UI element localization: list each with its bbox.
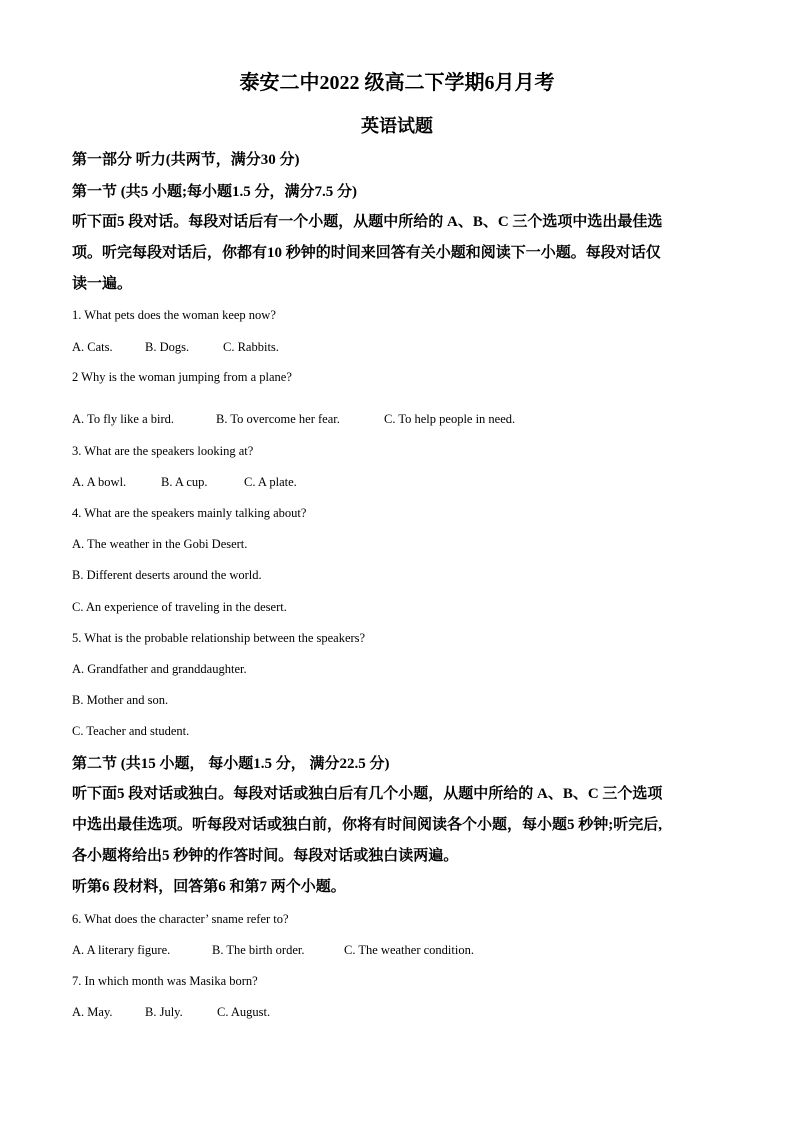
instruction-line: 项。听完每段对话后，你都有10 秒钟的时间来回答有关小题和阅读下一小题。每段对话仅 (72, 245, 661, 261)
option-a: A. To fly like a bird. (72, 412, 175, 426)
option-b: B. The birth order. (212, 943, 305, 957)
instruction-line: 各小题将给出5 秒钟的作答时间。每段对话或独白读两遍。 (72, 848, 459, 864)
option-a: A. A bowl. (72, 475, 127, 489)
option-b: B. Dogs. (145, 340, 190, 354)
option-a: A. A literary figure. (72, 943, 171, 957)
option-c: C. To help people in need. (384, 412, 516, 426)
section1-instructions (72, 207, 722, 300)
option-b: B. July. (145, 1005, 183, 1019)
instruction-line: 听下面5 段对话或独白。每段对话或独白后有几个小题，从题中所给的 A、B、C 三个选项 (72, 786, 663, 802)
exam-subtitle: 英语试题 (361, 116, 433, 136)
question-4-option-b: B. Different deserts around the world. (72, 568, 262, 582)
option-c: C. The weather condition. (344, 943, 474, 957)
question-4-option-c: C. An experience of traveling in the desert. (72, 600, 287, 614)
question-7-options (72, 1004, 722, 1020)
section2-instructions (72, 779, 722, 872)
instruction-line: 读一遍。 (72, 276, 133, 292)
option-b: B. A cup. (161, 475, 208, 489)
part1-heading: 第一部分 听力(共两节，满分30 分) (72, 152, 300, 168)
question-3-stem: 3. What are the speakers looking at? (72, 444, 254, 458)
question-6-stem: 6. What does the character’ sname refer to? (72, 912, 289, 926)
option-c: C. August. (217, 1005, 271, 1019)
option-b: B. To overcome her fear. (216, 412, 340, 426)
question-3-options (72, 474, 722, 490)
question-5-stem: 5. What is the probable relationship between the speakers? (72, 631, 366, 645)
option-c: C. A plate. (244, 475, 297, 489)
question-2-stem: 2 Why is the woman jumping from a plane? (72, 370, 292, 384)
question-1-stem: 1. What pets does the woman keep now? (72, 308, 276, 322)
question-5-option-b: B. Mother and son. (72, 693, 169, 707)
option-c: C. Rabbits. (223, 340, 279, 354)
option-a: A. May. (72, 1005, 113, 1019)
material-note: 听第6 段材料，回答第6 和第7 两个小题。 (72, 879, 346, 895)
question-1-options (72, 339, 722, 355)
question-4-option-a: A. The weather in the Gobi Desert. (72, 537, 248, 551)
section1-heading: 第一节 (共5 小题;每小题1.5 分，满分7.5 分) (72, 184, 357, 200)
question-6-options (72, 942, 722, 958)
question-2-options (72, 411, 722, 427)
exam-title: 泰安二中2022 级高二下学期6月月考 (239, 72, 555, 94)
instruction-line: 听下面5 段对话。每段对话后有一个小题，从题中所给的 A、B、C 三个选项中选出最佳选 (72, 214, 663, 230)
option-a: A. Cats. (72, 340, 113, 354)
question-5-option-a: A. Grandfather and granddaughter. (72, 662, 247, 676)
question-5-option-c: C. Teacher and student. (72, 724, 190, 738)
question-4-stem: 4. What are the speakers mainly talking about? (72, 506, 307, 520)
section2-heading: 第二节 (共15 小题， 每小题1.5 分， 满分22.5 分) (72, 756, 390, 772)
question-7-stem: 7. In which month was Masika born? (72, 974, 258, 988)
instruction-line: 中选出最佳选项。听每段对话或独白前，你将有时间阅读各个小题，每小题5 秒钟;听完后, (72, 817, 662, 833)
